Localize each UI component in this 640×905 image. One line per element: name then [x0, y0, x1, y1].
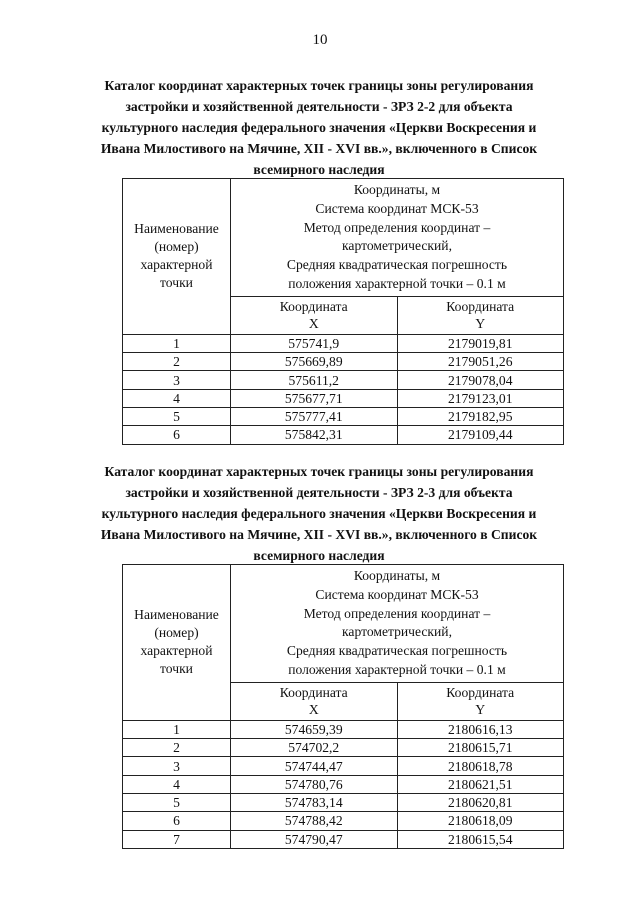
table-row	[123, 389, 564, 407]
column-y-header: Координата Y	[397, 682, 564, 720]
coordinates-header: Координаты, м Система координат МСК-53 Метод определения координат – картометрический, Средняя квадратическая погрешность положения характерной точки – 0.1 м	[231, 179, 564, 297]
table-row	[123, 371, 564, 389]
coordinate-y: 2179123,01	[397, 389, 564, 407]
coordinate-x: 574659,39	[231, 720, 398, 738]
coordinate-x: 574744,47	[231, 757, 398, 775]
coordinate-x: 575842,31	[231, 426, 398, 444]
table-row	[123, 757, 564, 775]
coordinate-y: 2180615,54	[397, 830, 564, 848]
coordinates-header: Координаты, м Система координат МСК-53 Метод определения координат – картометрический, Средняя квадратическая погрешность положения характерной точки – 0.1 м	[231, 565, 564, 683]
coordinate-y: 2180620,81	[397, 793, 564, 811]
coordinate-x: 574780,76	[231, 775, 398, 793]
column-y-header: Координата Y	[397, 296, 564, 334]
catalog-caption-zrz-2-3: Каталог координат характерных точек границы зоны регулирования застройки и хозяйственной деятельности - ЗРЗ 2-3 для объекта культурного наследия федерального значения «Церкви Воскресения и Ивана Милостивого на Мячине, XII - XVI вв.», включенного в Список всемирного наследия	[100, 464, 538, 563]
point-number: 5	[123, 407, 231, 425]
point-number: 6	[123, 812, 231, 830]
table-row	[123, 793, 564, 811]
coordinate-y: 2180618,09	[397, 812, 564, 830]
coordinate-y: 2179019,81	[397, 334, 564, 352]
coordinate-y: 2179182,95	[397, 407, 564, 425]
coordinates-table-zrz-2-3	[122, 564, 564, 849]
coordinate-y: 2180615,71	[397, 739, 564, 757]
table-row	[123, 720, 564, 738]
coordinate-y: 2179051,26	[397, 353, 564, 371]
point-number: 2	[123, 739, 231, 757]
table-row	[123, 407, 564, 425]
point-name-header: Наименование (номер) характерной точки	[123, 565, 231, 721]
point-number: 1	[123, 334, 231, 352]
table-row	[123, 353, 564, 371]
table-row	[123, 830, 564, 848]
table-header-row	[123, 565, 564, 683]
coordinate-y: 2180618,78	[397, 757, 564, 775]
table-row	[123, 812, 564, 830]
coordinate-x: 574788,42	[231, 812, 398, 830]
point-number: 7	[123, 830, 231, 848]
coordinate-x: 575777,41	[231, 407, 398, 425]
column-x-header: Координата X	[231, 682, 398, 720]
point-number: 1	[123, 720, 231, 738]
coordinate-x: 575669,89	[231, 353, 398, 371]
catalog-caption-zrz-2-2: Каталог координат характерных точек границы зоны регулирования застройки и хозяйственной деятельности - ЗРЗ 2-2 для объекта культурного наследия федерального значения «Церкви Воскресения и Ивана Милостивого на Мячине, XII - XVI вв.», включенного в Список всемирного наследия	[100, 78, 538, 177]
point-number: 3	[123, 371, 231, 389]
table-row	[123, 775, 564, 793]
coordinate-x: 574783,14	[231, 793, 398, 811]
point-number: 2	[123, 353, 231, 371]
table-row	[123, 739, 564, 757]
table-row	[123, 426, 564, 444]
point-name-header: Наименование (номер) характерной точки	[123, 179, 231, 335]
coordinate-x: 575741,9	[231, 334, 398, 352]
table-row	[123, 334, 564, 352]
coordinate-y: 2180621,51	[397, 775, 564, 793]
coordinate-y: 2180616,13	[397, 720, 564, 738]
table-header-row	[123, 179, 564, 297]
page-number: 10	[312, 32, 328, 48]
coordinate-y: 2179109,44	[397, 426, 564, 444]
coordinate-y: 2179078,04	[397, 371, 564, 389]
coordinate-x: 575677,71	[231, 389, 398, 407]
point-number: 4	[123, 775, 231, 793]
point-number: 5	[123, 793, 231, 811]
point-number: 3	[123, 757, 231, 775]
coordinate-x: 574790,47	[231, 830, 398, 848]
point-number: 6	[123, 426, 231, 444]
coordinate-x: 574702,2	[231, 739, 398, 757]
column-x-header: Координата X	[231, 296, 398, 334]
coordinates-table-zrz-2-2	[122, 178, 564, 445]
point-number: 4	[123, 389, 231, 407]
coordinate-x: 575611,2	[231, 371, 398, 389]
